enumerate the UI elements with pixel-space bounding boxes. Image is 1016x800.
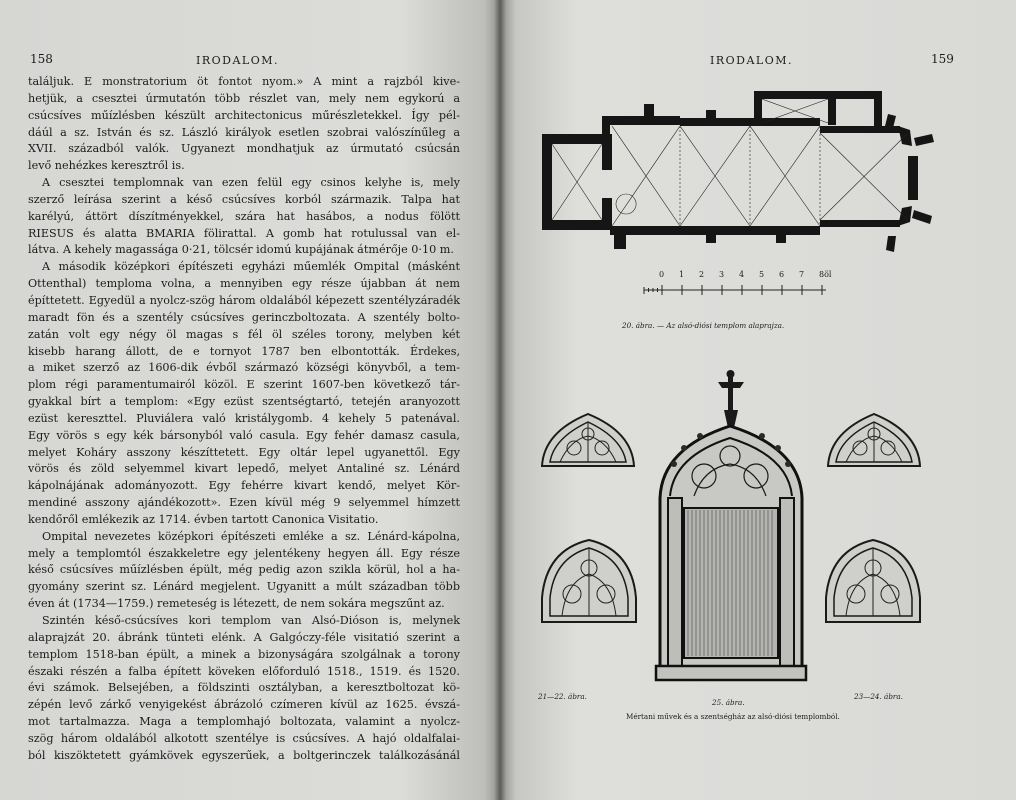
text-line: melyet Koháry asszony készíttetett. Egy oltár lepel ugyanettől. Egy — [28, 445, 460, 459]
text-line: RIESUS és alatta BMARIA fölirattal. A gomb hat rotulussal van el- — [28, 226, 460, 240]
tracery-panel-top-left — [540, 410, 636, 468]
text-line: északi részén a falba épített köveken előforduló 1518., 1519. és 1520. — [28, 664, 460, 678]
text-line: zatán volt egy négy öl magas s fél öl széles torony, melyben két — [28, 327, 460, 341]
text-line: ezüst kereszttel. Pluviálera való kristálygomb. 4 kehely 5 patenával. — [28, 411, 460, 425]
text-line: A csesztei templomnak van ezen felül egy csinos kelyhe is, mely — [42, 176, 460, 190]
text-line: plom régi paramentumairól közöl. E szerint 1607-ben következő tár- — [28, 378, 460, 392]
scale-label: 8öl — [819, 270, 832, 279]
figure-20-caption: 20. ábra. — Az alsó-diósi templom alaprajza. — [622, 321, 785, 330]
text-line: templom 1518-ban épült, a minek a bizonyságára szolgálnak a torony — [28, 647, 460, 661]
scale-label: 2 — [699, 270, 705, 279]
left-page — [0, 0, 500, 800]
text-line: zépén levő zárkő venyigekést ábrázoló czímeren kívül az 1625. évszá- — [28, 698, 460, 712]
scale-label: 6 — [779, 270, 785, 279]
text-line: mely a templomtól északkeletre egy jelentékeny hegyen áll. Egy része — [28, 546, 460, 560]
tabernacle-figure — [654, 368, 808, 686]
text-line: karélyú, áttört díszítményekkel, szára hat hasábos, a nodus fölött — [28, 209, 460, 223]
scale-label: 0 — [659, 270, 665, 279]
text-line: gyakkal bírt a templom: «Egy ezüst szentségtartó, tetején aranyozott — [28, 395, 460, 409]
scale-labels — [640, 270, 840, 282]
text-line: maradt fön és a szentély csúcsíves gerinczboltozata. A szentély bolto- — [28, 310, 460, 324]
scale-label: 3 — [719, 270, 725, 279]
text-line: Ompital nevezetes középkori építészeti emléke a sz. Lénárd-kápolna, — [42, 529, 460, 543]
figure-21-22-label: 21—22. ábra. — [538, 692, 587, 701]
left-body-text — [28, 74, 460, 765]
left-page-number: 158 — [30, 52, 53, 66]
text-line: találjuk. E monstratorium öt fontot nyom.» A mint a rajzból kive- — [28, 75, 460, 88]
book-gutter — [494, 0, 506, 800]
tracery-panel-top-right — [826, 410, 922, 468]
scale-label: 5 — [759, 270, 765, 279]
text-line: hetjük, a csesztei úrmutatón több részlet van, mely nem egykorú a — [28, 91, 460, 105]
scale-bar — [640, 270, 840, 300]
figures-bottom-caption: Mértani művek és a szentségház az alsó-diósi templomból. — [626, 712, 840, 721]
text-line: kápolnájának adományozott. Egy fehérre kivart kendő, melyet Kör- — [28, 479, 460, 493]
text-line: kendőről emlékezik az 1714. évben tartott Canonica Visitatio. — [28, 512, 379, 526]
text-line: látva. A kehely magassága 0·21, tölcsér idomú kupájának átmérője 0·10 m. — [28, 243, 454, 257]
text-line: szög három oldalából alkotott szentélye is csúcsíves. A hajó oldalfalai- — [28, 731, 460, 745]
text-line: Szintén késő-csúcsíves kori templom van Alsó-Dióson is, melynek — [42, 614, 460, 627]
tracery-panel-bottom-left — [540, 538, 638, 624]
tracery-panel-bottom-right — [824, 538, 922, 624]
scale-label: 4 — [739, 270, 745, 279]
text-line: mot tartalmazza. Maga a templomhajó boltozata, valamint a nyolcz- — [28, 715, 460, 729]
text-line: Egy vörös s egy kék bársonyból való casula. Egy fehér damasz casula, — [28, 428, 460, 442]
text-line: éven át (1734—1759.) remeteség is létezett, de nem sokára megszűnt az. — [28, 597, 445, 611]
text-line: mendiné asszony ajándékozott». Ezen kívül még 9 selyemmel hímzett — [28, 496, 460, 510]
text-line: csúcsíves műízlésben készült architectonicus műrészletekkel. Így pél- — [28, 108, 460, 122]
text-line: levő nehézkes keresztről is. — [28, 159, 185, 173]
text-line: a miket szerző az 1606-dik évből származó községi könyvből, a tem- — [28, 361, 460, 375]
right-page-number: 159 — [931, 52, 954, 66]
right-running-head: IRODALOM. — [710, 54, 793, 67]
figure-25-label: 25. ábra. — [712, 698, 745, 707]
text-line: szerző leírása szerint a késő csúcsíves korból származik. Talpa hat — [28, 192, 460, 206]
left-running-head: IRODALOM. — [196, 54, 279, 67]
scale-label: 7 — [799, 270, 805, 279]
text-line: építtetett. Egyedül a nyolcz-szög három oldalából képezett szentélyzáradék — [28, 293, 460, 307]
figure-23-24-label: 23—24. ábra. — [854, 692, 903, 701]
text-line: A második középkori építészeti egyházi műemlék Ompital (másként — [42, 260, 460, 274]
text-line: XVII. századból valók. Ugyanezt mondhatjuk az úrmutató csúcsán — [28, 142, 460, 156]
scale-label: 1 — [679, 270, 685, 279]
church-floor-plan-figure — [536, 86, 944, 252]
text-line: Ottenthal) temploma volna, a mennyiben egy része újabban át nem — [28, 277, 460, 291]
text-line: késő csúcsíves műízlésben épült, még pedig azon szikla körül, hol a ha- — [28, 563, 460, 577]
text-line: kisebb harang állott, de e tornyot 1787 ben elbontották. Érdekes, — [28, 344, 460, 358]
text-line: dáúl a sz. István és sz. László királyok esetlen szobrai valószínűleg a — [28, 125, 460, 139]
text-line: alaprajzát 20. ábránk tünteti elénk. A Galgóczy-féle visitatió szerint a — [28, 630, 460, 644]
text-line: ból kiszöktetett gyámkövek egyszerűek, a boltgerinczek találkozásánál — [28, 748, 460, 762]
right-page — [500, 0, 1016, 800]
text-line: gyomány szerint sz. Lénárd megjelent. Ugyanitt a múlt században több — [28, 580, 460, 594]
text-line: évi számok. Belsejében, a földszinti osztályban, a keresztboltozat kö- — [28, 681, 460, 695]
text-line: vörös és zöld selyemmel kivart lepedő, melyet Antaliné sz. Lénárd — [28, 462, 460, 476]
